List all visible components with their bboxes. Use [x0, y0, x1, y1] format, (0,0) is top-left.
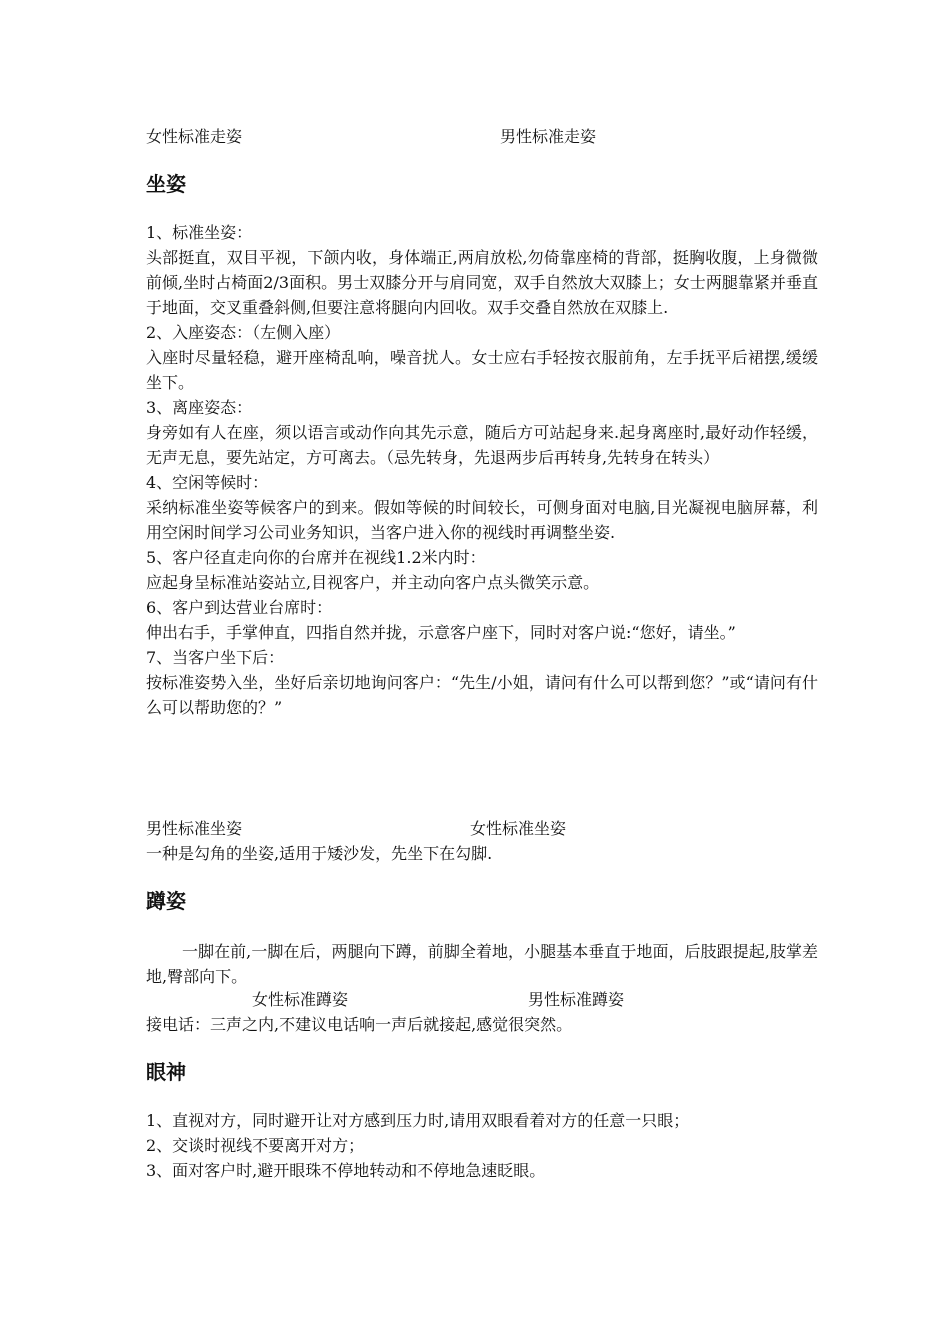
document-page	[146, 0, 818, 1344]
sitting-item-7-text: 按标准姿势入坐，坐好后亲切地询问客户：“先生/小姐，请问有什么可以帮到您？”或“请问有什么可以帮助您的？”	[146, 673, 818, 717]
sitting-item-4-title: 4、空闲等候时：	[146, 473, 269, 492]
sitting-item-3-title: 3、离座姿态：	[146, 398, 253, 417]
female-sitting-caption: 女性标准坐姿	[470, 819, 567, 838]
squatting-text: 一脚在前,一脚在后，两腿向下蹲，前脚全着地，小腿基本垂直于地面，后肢跟提起,肢掌差地,臀部向下。	[146, 942, 818, 986]
eyes-section	[146, 1108, 818, 1183]
eyes-item-1: 1、直视对方，同时避开让对方感到压力时,请用双眼看着对方的任意一只眼；	[146, 1111, 690, 1130]
squatting-section	[146, 939, 818, 989]
sitting-item-3-text: 身旁如有人在座，须以语言或动作向其先示意，随后方可站起身来.起身离座时,最好动作轻缓，无声无息，要先站定，方可离去。（忌先转身，先退两步后再转身,先转身在转头）	[146, 423, 818, 467]
sitting-note-block	[146, 841, 818, 866]
sitting-item-2-text: 入座时尽量轻稳，避开座椅乱响，噪音扰人。女士应右手轻按衣服前角，左手抚平后裙摆,缓缓坐下。	[146, 348, 818, 392]
eyes-item-3: 3、面对客户时,避开眼珠不停地转动和不停地急速眨眼。	[146, 1161, 546, 1180]
female-walking-caption: 女性标准走姿	[146, 127, 243, 146]
sitting-captions	[146, 816, 818, 841]
sitting-section	[146, 220, 818, 720]
sitting-item-5-text: 应起身呈标准站姿站立,目视客户，并主动向客户点头微笑示意。	[146, 573, 600, 592]
phone-note: 接电话：三声之内,不建议电话响一声后就接起,感觉很突然。	[146, 1015, 573, 1034]
sitting-item-7-title: 7、当客户坐下后：	[146, 648, 285, 667]
sitting-item-6-text: 伸出右手，手掌伸直，四指自然并拢，示意客户座下，同时对客户说:“您好，请坐。”	[146, 623, 736, 642]
sitting-item-6-title: 6、客户到达营业台席时：	[146, 598, 333, 617]
sitting-note: 一种是勾角的坐姿,适用于矮沙发，先坐下在勾脚.	[146, 844, 493, 863]
sitting-item-4-text: 采纳标准坐姿等候客户的到来。假如等候的时间较长，可侧身面对电脑,目光凝视电脑屏幕，利用空闲时间学习公司业务知识，当客户进入你的视线时再调整坐姿.	[146, 498, 818, 542]
squatting-heading: 蹲姿	[146, 889, 186, 913]
sitting-item-1-title: 1、标准坐姿：	[146, 223, 253, 242]
phone-note-block	[146, 1012, 818, 1037]
male-walking-caption: 男性标准走姿	[500, 127, 597, 146]
male-squatting-caption: 男性标准蹲姿	[528, 990, 625, 1009]
squatting-captions	[146, 987, 818, 1012]
sitting-item-1-text: 头部挺直，双目平视，下颌内收，身体端正,两肩放松,勿倚靠座椅的背部，挺胸收腹，上身微微前倾,坐时占椅面2/3面积。男士双膝分开与肩同宽，双手自然放大双膝上；女士两腿靠紧并垂直于地面，交叉重叠斜侧,但要注意将腿向内回收。双手交叠自然放在双膝上.	[146, 248, 818, 317]
walking-captions	[146, 124, 818, 149]
sitting-heading: 坐姿	[146, 172, 186, 196]
sitting-item-5-title: 5、客户径直走向你的台席并在视线1.2米内时：	[146, 548, 486, 567]
male-sitting-caption: 男性标准坐姿	[146, 819, 243, 838]
sitting-item-2-title: 2、入座姿态：（左侧入座）	[146, 323, 341, 342]
eyes-heading: 眼神	[146, 1060, 186, 1084]
eyes-item-2: 2、交谈时视线不要离开对方；	[146, 1136, 365, 1155]
female-squatting-caption: 女性标准蹲姿	[252, 990, 349, 1009]
